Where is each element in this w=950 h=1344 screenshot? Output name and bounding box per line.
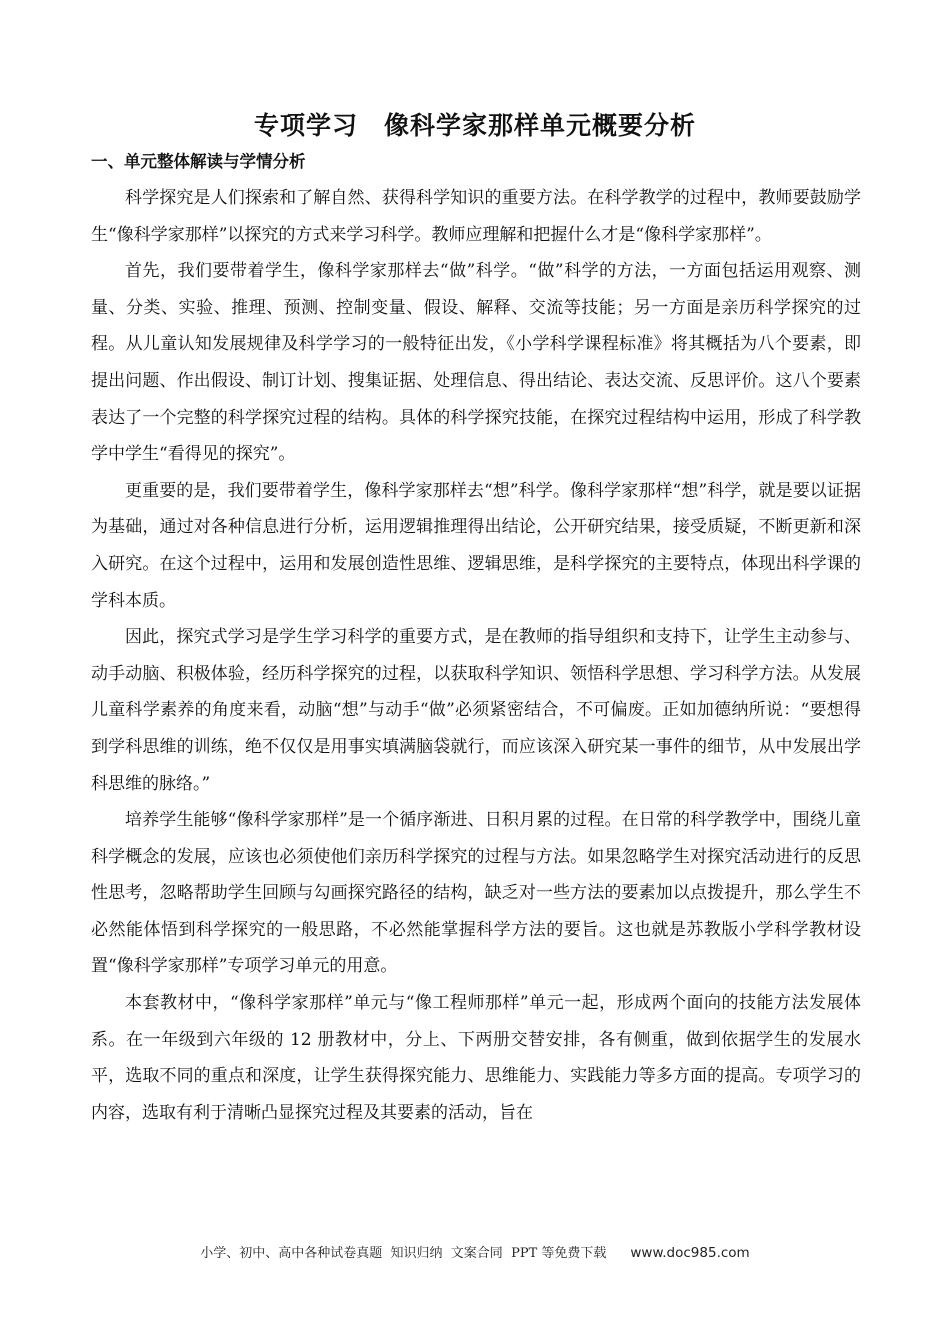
paragraph: 因此，探究式学习是学生学习科学的重要方式，是在教师的指导组织和支持下，让学生主动参与、动手动脑、积极体验，经历科学探究的过程，以获取科学知识、领悟科学思想、学习科学方法。从发展儿童科学素养的角度来看，动脑“想”与动手“做”必须紧密结合，不可偏废。正如加德纳所说：“要想得到学科思维的训练，绝不仅仅是用事实填满脑袋就行，而应该深入研究某一事件的细节，从中发展出学科思维的脉络。” <box>91 627 861 794</box>
paragraph: 首先，我们要带着学生，像科学家那样去“做”科学。“做”科学的方法，一方面包括运用观察、测量、分类、实验、推理、预测、控制变量、假设、解释、交流等技能；另一方面是亲历科学探究的过程。从儿童认知发展规律及科学学习的一般特征出发，《小学科学课程标准》将其概括为八个要素，即提出问题、作出假设、制订计划、搜集证据、处理信息、得出结论、表达交流、反思评价。这八个要素表达了一个完整的科学探究过程的结构。具体的科学探究技能，在探究过程结构中运用，形成了科学教学中学生“看得见的探究”。 <box>91 261 861 465</box>
page-footer <box>0 1243 950 1264</box>
paragraph: 本套教材中，“像科学家那样”单元与“像工程师那样”单元一起，形成两个面向的技能方法发展体系。在一年级到六年级的 12 册教材中，分上、下两册交替安排，各有侧重，做到依据学生的发展水平，选取不同的重点和深度，让学生获得探究能力、思维能力、实践能力等多方面的提高。专项学习的内容，选取有利于清晰凸显探究过程及其要素的活动，旨在 <box>91 993 861 1123</box>
paragraph: 科学探究是人们探索和了解自然、获得科学知识的重要方法。在科学教学的过程中，教师要鼓励学生“像科学家那样”以探究的方式来学习科学。教师应理解和把握什么才是“像科学家那样”。 <box>91 188 861 245</box>
section-heading: 一、单元整体解读与学情分析 <box>91 152 306 171</box>
footer-text: 小学、初中、高中各种试卷真题 知识归纳 文案合同 PPT 等免费下载 <box>200 1246 607 1261</box>
footer-url[interactable]: www.doc985.com <box>630 1245 750 1261</box>
paragraph: 更重要的是，我们要带着学生，像科学家那样去“想”科学。像科学家那样“想”科学，就是要以证据为基础，通过对各种信息进行分析，运用逻辑推理得出结论，公开研究结果，接受质疑，不断更新和深入研究。在这个过程中，运用和发展创造性思维、逻辑思维，是科学探究的主要特点，体现出科学课的学科本质。 <box>91 480 861 611</box>
body-text <box>91 180 861 1131</box>
document-title: 专项学习 像科学家那样单元概要分析 <box>253 111 696 140</box>
paragraph: 培养学生能够“像科学家那样”是一个循序渐进、日积月累的过程。在日常的科学教学中，围绕儿童科学概念的发展，应该也必须使他们亲历科学探究的过程与方法。如果忽略学生对探究活动进行的反思性思考，忽略帮助学生回顾与勾画探究路径的结构，缺乏对一些方法的要素加以点拨提升，那么学生不必然能体悟到科学探究的一般思路，不必然能掌握科学方法的要旨。这也就是苏教版小学科学教材设置“像科学家那样”专项学习单元的用意。 <box>91 810 861 977</box>
